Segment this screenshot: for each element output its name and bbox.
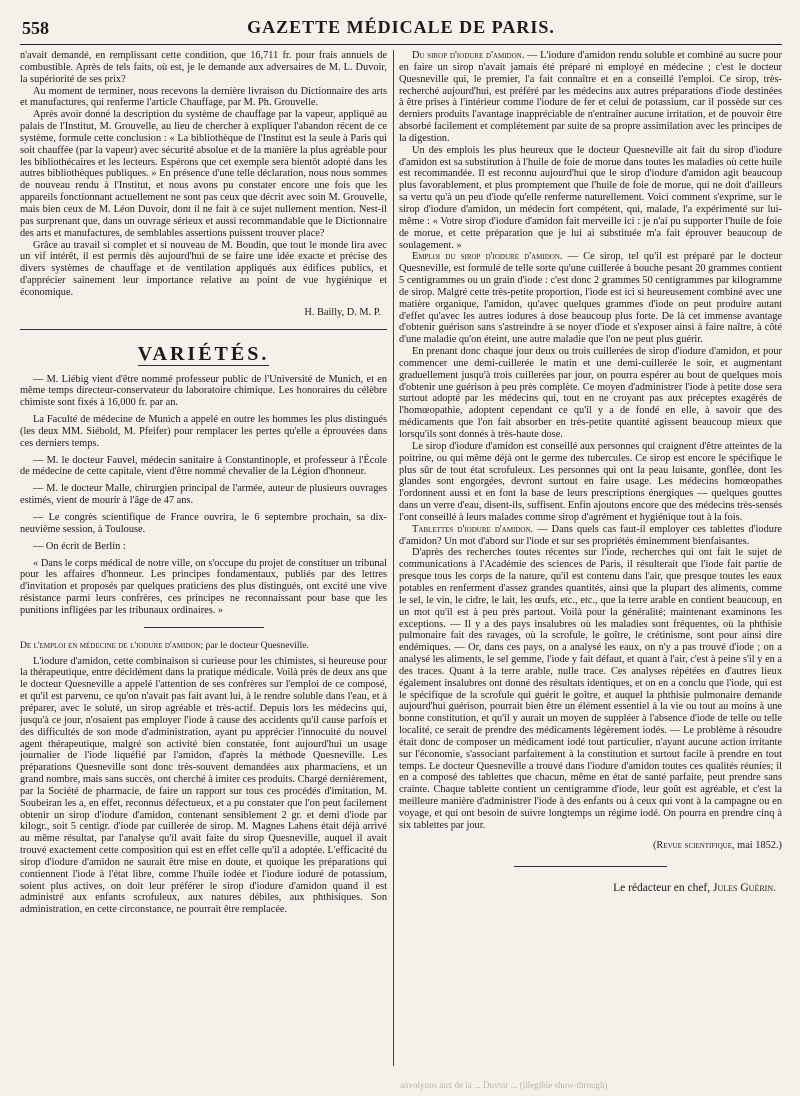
- article-paragraph: [399, 50, 782, 145]
- bleed-through-text: anvoiyons aux de la ... Duvoir ... (illegible show-through): [400, 1080, 608, 1090]
- editor-prefix: Le rédacteur en chef,: [613, 881, 714, 894]
- news-item: « Dans le corps médical de notre ville, on s'occupe du projet de constituer un tribunal pour les affaires d'honneur. Les principes fondamentaux, publiés par des lettres d'invitation et proposés par quelques praticiens des plus distingués, ont excité une vive résistance parmi leurs confrères, ces principes ne reconnaissant pour base que les punitions infligées par les tribunaux ordinaires. »: [20, 557, 387, 616]
- page-header: [20, 14, 782, 45]
- article-heading-author: ; par le docteur Quesneville.: [200, 639, 309, 651]
- right-column: [399, 50, 782, 1082]
- article-heading-title: De l'emploi en médecine de l'iodure d'amidon: [20, 639, 201, 651]
- varietes-title-text: VARIÉTÉS.: [137, 342, 270, 365]
- article-heading: [20, 640, 387, 652]
- subsection-heading: Emploi du sirop d'iodure d'amidon.: [412, 251, 563, 263]
- article-paragraph: Le sirop d'iodure d'amidon est conseillé aux personnes qui craignent d'être atteintes de la poitrine, ou qui même déjà ont le germe des tubercules. Ce sirop est encore le spécifique le plus sûr de tout état scrofuleux. Les personnes qui ont la peau luisante, gonflée, dont les glandes sont engorgées, devront surtout en faire usage. Les médecins homœopathes l'ordonnent aussi et en font la base de leurs prescriptions énergiques — quelques gouttes dans un verre d'eau, disent-ils, suffisent. Enfin ajoutons encore que des médecins très-sensés l'ont conseillé à leurs malades comme sirop d'agrément et hygiénique tout à la fois.: [399, 440, 782, 523]
- section-divider: [20, 329, 387, 330]
- varietes-title: [20, 342, 387, 366]
- source-label: Revue scientifique: [656, 839, 732, 851]
- paragraph-text: — Dans quels cas faut-il employer ces tablettes d'iodure d'amidon? Un mot d'abord sur l'iode et sur ses propriétés éminemment bienfaisantes.: [399, 523, 782, 547]
- news-item: — Le congrès scientifique de France ouvrira, le 6 septembre prochain, sa dix-neuvième session, à Toulouse.: [20, 512, 387, 535]
- article-paragraph: [399, 524, 782, 548]
- article-paragraph: En prenant donc chaque jour deux ou trois cuillerées de sirop d'iodure d'amidon, et pour commencer une demi-cuillerée le matin et une demi-cuillerée le soir, et augmentant graduellement jusqu'à trois cuillerées par jour, on pourra espérer au bout de quelques mois d'obtenir une guérison à peu près complète. Ce moyen d'administrer l'iode à petite dose sera surtout adopté par les médecins qui, tout en ne croyant pas aux préceptes exagérés de l'homœopathie, adoptent cependant ce qu'il y a de fondé en elle, à savoir que des médicaments que l'on fait absorber en très-petite quantité agissent beaucoup mieux que lorsqu'ils sont donnés à très-haute dose.: [399, 346, 782, 440]
- left-column: [20, 50, 387, 1082]
- news-item: — M. le docteur Malle, chirurgien principal de l'armée, auteur de plusieurs ouvrages estimés, vient de mourir à l'âge de 47 ans.: [20, 483, 387, 507]
- article-divider: [144, 627, 264, 628]
- news-item: La Faculté de médecine de Munich a appelé en outre les hommes les plus distingués (les deux MM. Siébold, M. Pfeifer) pour remplacer les pertes qu'elle a éprouvées dans ces derniers temps.: [20, 414, 387, 449]
- column-divider: [393, 50, 394, 1066]
- subsection-heading: Tablettes d'iodure d'amidon.: [412, 523, 534, 535]
- chauffage-paragraph: Au moment de terminer, nous recevons la dernière livraison du Dictionnaire des arts et manufactures, qui renferme l'article Chauffage, par M. Ph. Grouvelle.: [20, 85, 387, 109]
- article-paragraph: Un des emplois les plus heureux que le docteur Quesneville ait fait du sirop d'iodure d'amidon est sa substitution à l'huile de foie de morue dans toutes les maladies où cette huile est recommandée. Il est reconnu aujourd'hui que le sirop d'iodure d'amidon agit beaucoup plus favorablement, et plus promptement que l'huile de foie de morue, qui ne doit d'ailleurs sa vertu qu'à un peu d'iode qu'elle renferme naturellement. Voici comment s'exprime, sur le sirop d'iodure d'amidon, un médecin fort compétent, qui, malade, l'a expérimenté sur lui-même : « Votre sirop d'iodure d'amidon fait merveille ici : je n'ai pu supporter l'huile de foie de morue, et cette préparation que je lui ai substituée m'a fait éprouver beaucoup de soulagement. »: [399, 144, 782, 251]
- editor-signature: [399, 883, 776, 895]
- news-item: — M. Liébig vient d'être nommé professeur public de l'Université de Munich, et en même temps directeur-conservateur du laboratoire chimique. Les honoraires du célèbre chimiste sont fixés à 16,000 fr. par an.: [20, 373, 387, 409]
- subsection-heading: Du sirop d'iodure d'amidon.: [412, 50, 525, 61]
- article-source: (Revue scientifique, mai 1852.): [652, 839, 782, 851]
- article-paragraph: D'après des recherches toutes récentes sur l'iode, recherches qui ont fait le sujet de communications à l'Académie des sciences de Paris, il résulterait que l'iode fait partie de presque tous les corps de la nature, qu'il est contenu dans l'air, que presque toutes les eaux potables en renferment d'assez grandes quantités, ainsi que la plupart des aliments, comme le sel, le vin, le cidre, le lait, les œufs, etc., etc., que la terre arable en contient beaucoup, en un mot qu'il est à peu près partout. Voilà pour la généralité; maintenant examinons les exceptions. — Il y a des pays insalubres où les maladies sont fréquentes, où la phthisie pulmonaire fait des ravages, où la scrofule, le goître, le crétinisme, sont pour ainsi dire endémiques. — Or, dans ces pays, on a analysé les eaux, on n'y a pas trouvé d'iode ; on a analysé les aliments, le sel gemme, l'iode y fait défaut, et quant à l'air, c'est à peine s'il y en a des traces. Quant à la terre arable, nulle trace. Ces analyses répétées en d'autres lieux également insalubres ont donné des résultats identiques, et on en a conclu que l'iode, qui est le spécifique de la scrofule qui guérit le goître, et auquel la phthisie pulmonaire demande aujourd'hui guérison, pourrait bien être un élément essentiel à la vie ou tout au moins à une bonne constitution, et qu'il y aurait un moyen de suppléer à l'absence d'iode de telle ou telle localité, ce serait de prendre des médicaments légèrement iodés. — Le problème à résoudre était donc de composer un médicament iodé tout particulier, n'ayant aucune action irritante sur l'économie, s'associant parfaitement à la constitution et surtout facile à prendre en tout temps. Le docteur Quesneville a trouvé dans l'iodure d'amidon toutes ces qualités réunies; il en a composé des tablettes que chacun, même en état de santé parfaite, peut prendre sans crainte. Chaque tablette contient un centigramme d'iode, leur goût est agréable, et c'est la meilleure manière d'administrer l'iode à des enfants ou à ceux qui vont à la campagne ou en voyage, et qui ont besoin de suivre longtemps un régime iodé. On pourra en prendre cinq à six tablettes par jour.: [399, 547, 782, 831]
- chauffage-paragraph: n'avait demandé, en remplissant cette condition, que 16,711 fr. pour frais annuels de combustible. Après de tels faits, où est, je le demande aux adversaires de M. L. Duvoir, la supériorité de ses prix?: [20, 50, 387, 85]
- author-signature: H. Bailly, D. M. P.: [304, 306, 381, 318]
- editor-name: Jules Guérin.: [713, 881, 776, 894]
- paragraph-text: — Ce sirop, tel qu'il est préparé par le docteur Quesneville, est formulé de telle sorte qu'une cuillerée à bouche pesant 20 grammes contient 5 centigrammes ou un grain d'iode : c'est donc 2 grammes 50 centigrammes par kilogramme de sirop. Malgré cette très-petite proportion, l'iode est ici si heureusement combiné avec une matière organique, l'amidon, qu'avec quelques grammes d'iode on peut produire autant d'effet qu'avec les autres iodures à dose beaucoup plus forte. De là cet immense avantage d'obtenir guérison sans s'astreindre à se noyer d'iode et s'exposer ainsi à faire naître, à côté d'une maladie qu'on éteint, une autre maladie que l'on ne peut plus guérir.: [399, 251, 782, 346]
- page-number: 558: [22, 18, 49, 38]
- article-paragraph: [399, 251, 782, 346]
- chauffage-paragraph: Après avoir donné la description du système de chauffage par la vapeur, appliqué au palais de l'Institut, M. Grouvelle, au lieu de chercher à expliquer l'abandon récent de ce système, formule cette conclusion : « La bibliothèque de l'Institut est la seule à Paris qui soit chauffée (par la vapeur) avec sécurité absolue et de la manière la plus agréable pour les bibliothécaires et les lecteurs. Espérons que cet exemple sera bientôt adopté dans les autres bibliothèques publiques. » En présence d'une telle déclaration, nous nous sommes de nouveau rendu à l'Institut, et nous avons pu constater encore une fois que les appareils fonctionnant actuellement ne sont pas ceux que décrit avec soin M. Grouvelle, mais bien ceux de M. Léon Duvoir, dont il ne fait à ce sujet nullement mention. Nest-il pas surprenant que, dans un ouvrage sérieux et aussi recommandable que le Dictionnaire des arts et manufactures, de semblables assertions puissent trouver place?: [20, 109, 387, 239]
- paragraph-text: — L'iodure d'amidon rendu soluble et combiné au sucre pour en faire un sirop n'avait jamais été préparé ni employé en médecine ; c'est le docteur Quesneville qui, le premier, l'a fait connaître et en a conseillé l'emploi. Ce sirop, très-recherché aujourd'hui, est préféré par les médecins aux autres préparations d'iode destinées à être prises à l'intérieur comme l'iodure de fer et celui de potassium, car il possède sur ces derniers produits l'avantage inappréciable de n'entraîner aucune irritation, et de pouvoir être absorbé facilement et complétement par suite de sa propre assimilation avec les principes de la digestion.: [399, 50, 782, 144]
- source-date: , mai 1852.): [732, 839, 782, 851]
- news-item: — M. le docteur Fauvel, médecin sanitaire à Constantinople, et professeur à l'École de médecine de cette capitale, vient d'être nommé chevalier de la Légion d'honneur.: [20, 454, 387, 478]
- chauffage-paragraph: Grâce au travail si complet et si nouveau de M. Boudin, que tout le monde lira avec un vif intérêt, il est permis dès aujourd'hui de se faire une idée exacte et précise des divers systèmes de chauffage et de ventilation appliqués aux édifices publics, et d'apprécier sainement leur importance relative au point de vue hygiénique et économique.: [20, 239, 387, 298]
- journal-title: GAZETTE MÉDICALE DE PARIS.: [247, 17, 555, 37]
- news-item: — On écrit de Berlin :: [33, 540, 126, 552]
- article-paragraph: L'iodure d'amidon, cette combinaison si curieuse pour les chimistes, si heureuse pour la thérapeutique, entre décidément dans la pratique médicale. Voilà près de deux ans que le docteur Quesneville a appelé l'attention de ses confrères sur l'emploi de ce composé, et qu'il est parvenu, ce qu'on n'avait pas fait avant lui, à le rendre soluble dans l'eau, et à préparer, avec le soluté, un sirop agréable et très-actif. Depuis lors les médecins qui, jusqu'à ce jour, n'osaient pas employer l'iode à cause des accidents qu'il cause parfois et des difficultés de son mode d'administration, ayant pu apprécier l'innocuité du nouvel agent thérapeutique, malgré son activité bien constatée, font aujourd'hui un usage journalier de l'iode liquéfié par l'amidon, d'après la méthode Quesneville. Les préparations Quesneville sont donc très-souvent demandées aux pharmaciens, et un grand nombre, mais sans succès, ont cherché à imiter ces produits. Chargé dernièrement, par la Société de pharmacie, de faire un rapport sur tous ces procédés d'imitation, M. Soubeiran les a, en effet, reconnus défectueux, et a pu constater que l'on peut facilement obtenir un sirop d'iodure d'amidon, contenant sensiblement 2 gr. et demi d'iode par kilogr., soit 5 centigr. d'iode par cuillerée de sirop. M. Magnes Lahens était déjà arrivé au même résultat, par l'analyse qu'il avait faite du sirop Quesneville, auquel il avait trouvé exactement cette composition qui est en effet celle qu'il a adoptée. L'efficacité du sirop d'iodure d'amidon ne saurait être mise en doute, et quoique les préparations qui contiennent l'iode à l'état libre, comme l'huile iodée et l'iodure ioduré de potassium, soient plus actives, on doit leur préférer le sirop d'iodure d'amidon quand il est administré aux enfants scrofuleux, aux natures débiles, aux phthisiques. Son administration, en cette circonstance, ne pourrait être remplacée.: [20, 655, 387, 916]
- end-divider: [514, 866, 667, 867]
